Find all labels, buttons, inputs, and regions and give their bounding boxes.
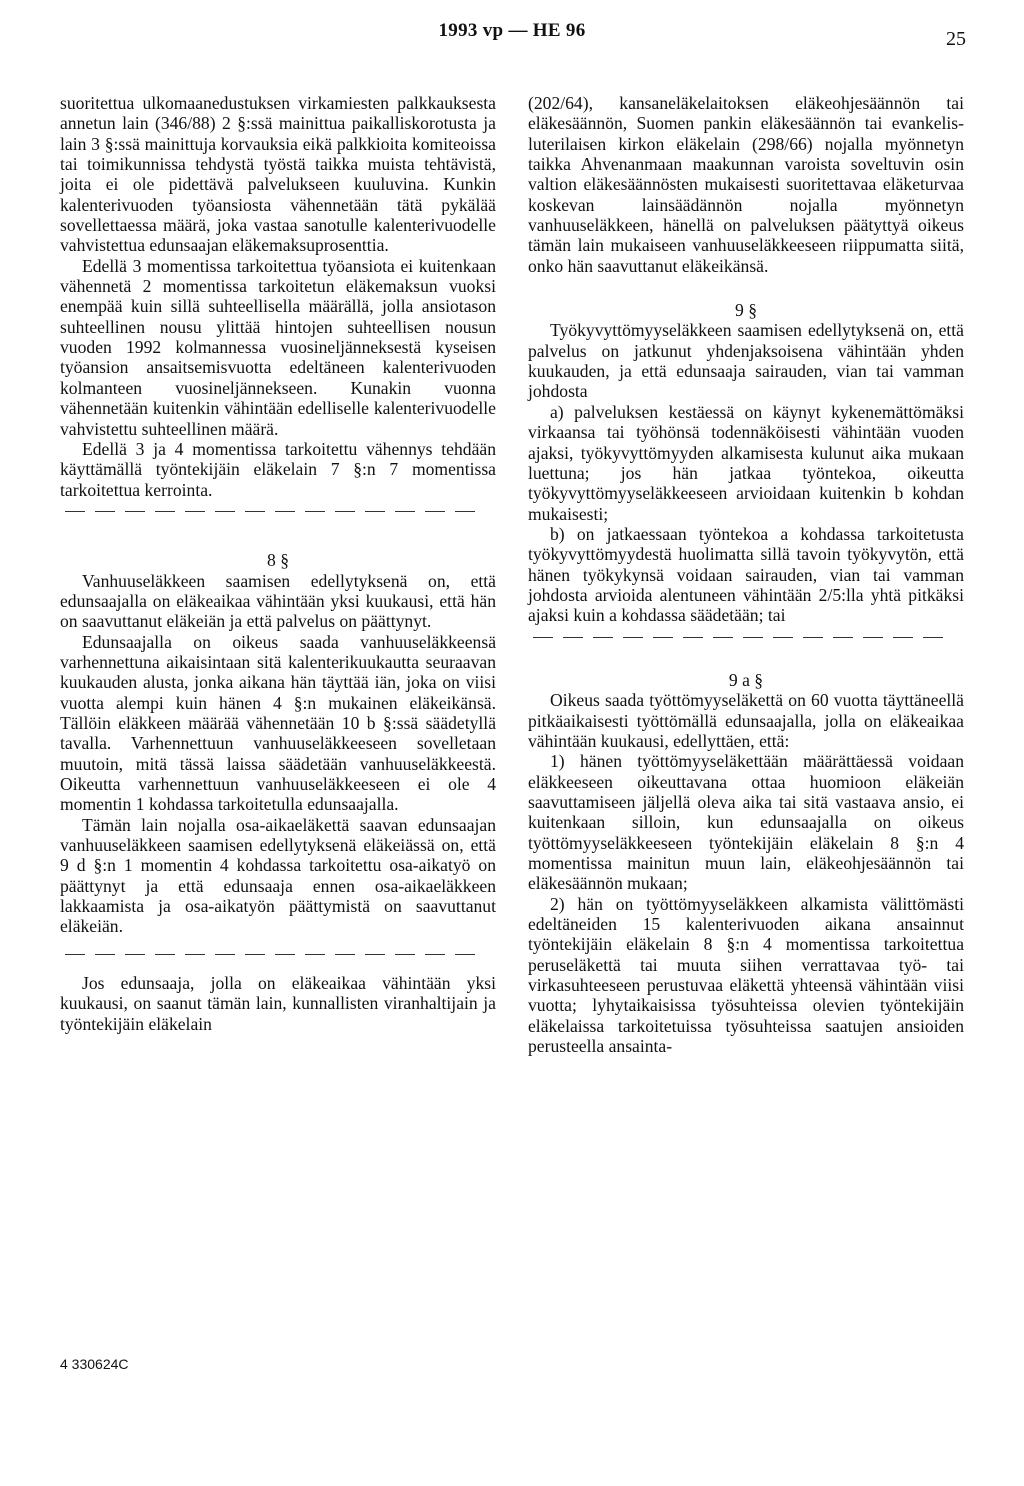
omission-dashes — [60, 943, 496, 963]
paragraph: a) palveluksen kestäessä on käynyt kykenemättömäksi virkaansa tai työhönsä todennäköisesti vähintään vuoden ajaksi, työkyvyttömyyden alkamisesta kulunut aika mukaan luettuna; jos hän jatkaa työntekoa, oikeutta työkyvyttömyyseläkkeeseen arvioidaan kuitenkin b kohdan mukaisesti; — [528, 401, 964, 524]
paragraph: Tämän lain nojalla osa-aikaeläkettä saavan edunsaajan vanhuuseläkkeen saamisen edellytyksenä eläkeiässä on, että 9 d §:n 1 momentin 4 kohdassa tarkoitettu osa-aikatyö on päättynyt ja että edunsaaja ennen osa-aikaeläkkeen lakkaamista ja osa-aikatyön päättymistä on saavuttanut eläkeiän. — [60, 814, 496, 937]
section-heading-9: 9 § — [735, 300, 757, 321]
page-number: 25 — [946, 28, 966, 50]
paragraph: (202/64), kansaneläkelaitoksen eläkeohjesäännön tai eläkesäännön, Suomen pankin eläkesäännön tai evankelis-luterilaisen kirkon eläkelain (298/66) nojalla myönnetyn taikka Ahvenanmaan maakunnan varoista soveltuvin osin valtion eläkesäännösten mukaisesti suoritettavaa eläketurvaa koskevan lainsäädännön nojalla myönnetyn vanhuuseläkkeen, hänellä on palveluksen päätyttyä oikeus tämän lain mukaiseen vanhuuseläkkeeseen riippumatta siitä, onko hän saavuttanut eläkeikänsä. — [528, 93, 964, 276]
running-title: 1993 vp — HE 96 — [438, 20, 586, 41]
paragraph: Jos edunsaaja, jolla on eläkeaikaa vähintään yksi kuukausi, on saanut tämän lain, kunnallisten viranhaltijain ja työntekijäin eläkelain — [60, 973, 496, 1034]
section-heading-8: 8 § — [267, 550, 289, 571]
paragraph: Edunsaajalla on oikeus saada vanhuuseläkkeensä varhennettuna aikaisintaan sitä kalenterikuukautta seuraavan kuukauden alusta, jonka aikana hän täyttää iän, joka on viisi vuotta alempi kuin hänen 4 §:n mukainen eläkeikänsä. Tällöin eläkkeen määrää vähennetään 10 b §:ssä säädetyllä tavalla. Varhennettuun vanhuuseläkkeeseen sovelletaan muutoin, mitä tässä laissa säädetään vanhuuseläkkeestä. Oikeutta varhennettuun vanhuuseläkkeeseen ei ole 4 momentin 1 kohdassa tarkoitetulla edunsaajalla. — [60, 631, 496, 815]
paragraph: Työkyvyttömyyseläkkeen saamisen edellytyksenä on, että palvelus on jatkunut yhdenjaksoisena vähintään yhden kuukauden, ja että edunsaaja sairauden, vian tai vamman johdosta — [528, 320, 964, 402]
paragraph: Edellä 3 ja 4 momentissa tarkoitettu vähennys tehdään käyttämällä työntekijäin eläkelain 7 §:n 7 momentissa tarkoitettua kerrointa. — [60, 438, 496, 500]
paragraph: Oikeus saada työttömyyseläkettä on 60 vuotta täyttäneellä pitkäaikaisesti työttömällä edunsaajalla, jolla on eläkeaikaa vähintään kuukausi, edellyttäen, että: — [528, 690, 964, 751]
paragraph: Edellä 3 momentissa tarkoitettua työansiota ei kuitenkaan vähennetä 2 momentissa tarkoitetun eläkemaksun vuoksi enempää kuin sillä suhteellisella määrällä, jolla ansiotason suhteellinen nousu ylittää hintojen suhteellisen nousun vuoden 1992 kolmannessa vuosineljänneksestä kyseisen työansion ansaitsemisvuotta edeltäneen kalenterivuoden kolmanteen vuosineljännekseen. Kunakin vuonna vähennetään kuitenkin vähintään edelliselle kalenterivuodelle vahvistettu suhteellinen määrä. — [60, 255, 496, 439]
paragraph: suoritettua ulkomaanedustuksen virkamiesten palkkauksesta annetun lain (346/88) 2 §:ssä mainittua paikalliskorotusta ja lain 3 §:ssä mainittuja korvauksia eikä palkkioita komiteoissa tai toimikunnissa tehdystä työstä taikka muista tehtävistä, joita ei ole pidettävä palvelukseen kuuluvina. Kunkin kalenterivuoden työansiosta vähennetään tätä pykälää sovellettaessa määrä, joka vastaa sanotulle kalenterivuodelle vahvistettua edunsaajan eläkemaksuprosenttia. — [60, 93, 496, 256]
paragraph: 2) hän on työttömyyseläkkeen alkamista välittömästi edeltäneiden 15 kalenterivuoden aikana ansainnut työntekijäin eläkelain 8 §:n 4 momentissa tarkoitettua peruseläkettä tai muuta siihen verrattavaa työ- tai virkasuhteeseen perustuvaa eläkettä yhteensä vähintään viisi vuotta; lyhytaikaisissa työsuhteissa olevien työntekijäin eläkelaissa tarkoitetuissa työsuhteissa saatujen ansioiden perusteella ansainta- — [528, 893, 964, 1057]
right-column — [528, 93, 964, 1056]
omission-dashes — [528, 626, 964, 646]
paragraph: Vanhuuseläkkeen saamisen edellytyksenä on, että edunsaajalla on eläkeaikaa vähintään yksi kuukausi, että hän on saavuttanut eläkeiän ja että palvelus on päättynyt. — [60, 570, 496, 632]
paragraph: 1) hänen työttömyyseläkettään määrättäessä voidaan eläkkeeseen oikeuttavana ottaa huomioon eläkeiän saavuttamiseen jäljellä oleva aika tai sitä vastaava ansio, ei kuitenkaan silloin, kun edunsaajalla on oikeus työttömyyseläkkeeseen työntekijäin eläkelain 8 §:n 4 momentissa mainitun muun lain, eläkeohjesäännön tai eläkesäännön mukaan; — [528, 751, 964, 894]
paragraph: b) on jatkaessaan työntekoa a kohdassa tarkoitetusta työkyvyttömyydestä huolimatta sillä tavoin työkyvytön, että hänen työkykynsä voidaan sairauden, vian tai vamman johdosta arvioida alentuneen vähintään 2/5:lla yhtä pitkäksi ajaksi kuin a kohdassa säädetään; tai — [528, 523, 964, 626]
print-code: 4 330624C — [60, 1356, 129, 1372]
omission-dashes — [60, 500, 496, 520]
page-header — [0, 20, 1024, 60]
section-heading-9a: 9 a § — [728, 669, 764, 690]
left-column — [60, 93, 496, 1034]
